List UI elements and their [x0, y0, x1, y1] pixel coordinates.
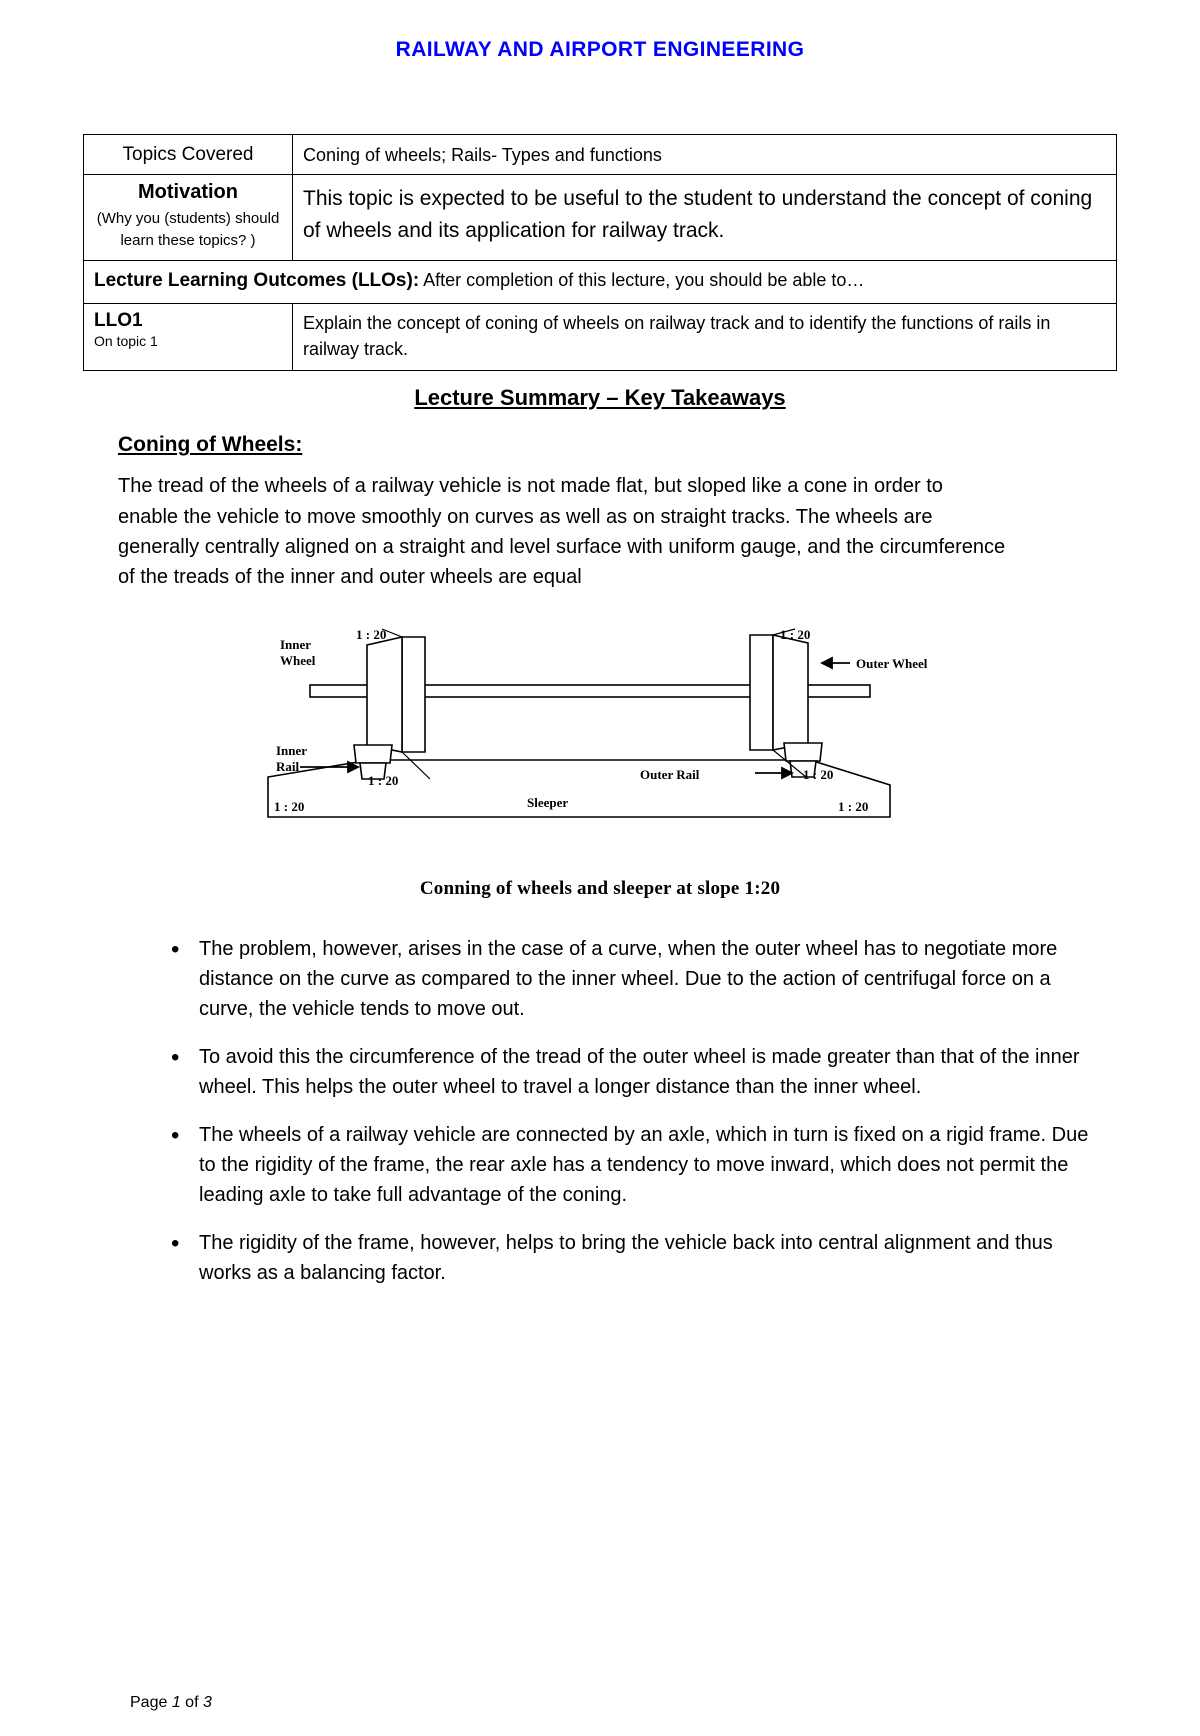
label-slope-mid-right: 1 : 20: [803, 766, 834, 782]
list-item: • The wheels of a railway vehicle are connected by an axle, which in turn is fixed on a rigid frame. Due to the rigidity of the frame, the rear axle has a tendency to move inward, which does not permit the leading axle to take full advantage of the coning.: [171, 1120, 1100, 1210]
topics-covered-label: Topics Covered: [84, 135, 293, 175]
llo-topic-ref: On topic 1: [94, 333, 158, 349]
topics-covered-value: Coning of wheels; Rails- Types and functions: [293, 135, 1117, 175]
llo-header-rest: After completion of this lecture, you should be able to…: [419, 269, 865, 290]
label-slope-top-right: 1 : 20: [780, 626, 811, 642]
list-item: • The rigidity of the frame, however, helps to bring the vehicle back into central alignment and thus works as a balancing factor.: [171, 1228, 1100, 1288]
label-slope-mid-left: 1 : 20: [368, 772, 399, 788]
table-row-motivation: [84, 175, 1117, 261]
document-page: [0, 38, 1200, 1736]
motivation-cell: [84, 175, 293, 261]
label-sleeper: Sleeper: [527, 794, 569, 810]
llo-id-cell: [84, 304, 293, 371]
label-slope-bottom-left: 1 : 20: [274, 798, 305, 814]
footer-total-pages: 3: [202, 1694, 212, 1711]
footer-prefix: Page: [130, 1694, 172, 1711]
list-item: • The problem, however, arises in the case of a curve, when the outer wheel has to negotiate more distance on the curve as compared to the inner wheel. Due to the action of centrifugal force on a curve, the vehicle tends to move out.: [171, 934, 1100, 1024]
llo-description: Explain the concept of coning of wheels on railway track and to identify the functions of rails in railway track.: [293, 304, 1117, 371]
label-inner-wheel-line2: Wheel: [280, 652, 316, 668]
footer-middle: of: [180, 1694, 203, 1711]
llo-id: LLO1: [94, 310, 143, 331]
label-slope-top-left: 1 : 20: [356, 626, 387, 642]
page-footer: [130, 1694, 212, 1712]
llo-header-cell: [84, 260, 1117, 304]
motivation-label: Motivation: [138, 181, 238, 203]
coning-diagram: [250, 627, 950, 872]
label-inner-rail-line1: Inner: [276, 742, 308, 758]
label-outer-wheel: Outer Wheel: [856, 655, 928, 671]
label-inner-rail-line2: Rail: [276, 758, 300, 774]
coning-figure: [250, 627, 950, 900]
llo-header-bold: Lecture Learning Outcomes (LLOs):: [94, 269, 420, 291]
lecture-summary-heading: Lecture Summary – Key Takeaways: [414, 385, 786, 411]
table-row-llo1: [84, 304, 1117, 371]
list-item: • To avoid this the circumference of the tread of the outer wheel is made greater than that of the inner wheel. This helps the outer wheel to travel a longer distance than the inner wheel.: [171, 1042, 1100, 1102]
coning-paragraph: The tread of the wheels of a railway vehicle is not made flat, but sloped like a cone in order to enable the vehicle to move smoothly on curves as well as on straight tracks. The wheels are generally centrally aligned on a straight and level surface with uniform gauge, and the circumference of the treads of the inner and outer wheels are equal: [118, 475, 1006, 589]
footer-page-number: 1: [171, 1694, 181, 1711]
label-inner-wheel-line1: Inner: [280, 636, 312, 652]
motivation-sublabel: (Why you (students) should learn these topics? ): [96, 210, 280, 249]
figure-caption: Conning of wheels and sleeper at slope 1:20: [419, 877, 781, 899]
page-title: RAILWAY AND AIRPORT ENGINEERING: [395, 38, 805, 61]
table-row-llo-header: [84, 260, 1117, 304]
motivation-value: This topic is expected to be useful to the student to understand the concept of coning of wheels and its application for railway track.: [293, 175, 1117, 261]
label-outer-rail: Outer Rail: [640, 766, 700, 782]
coning-of-wheels-heading: Coning of Wheels:: [118, 433, 303, 457]
lecture-info-table: [83, 134, 1117, 371]
key-takeaways-list: [135, 934, 1100, 1288]
table-row-topics: [84, 135, 1117, 175]
label-slope-bottom-right: 1 : 20: [838, 798, 869, 814]
